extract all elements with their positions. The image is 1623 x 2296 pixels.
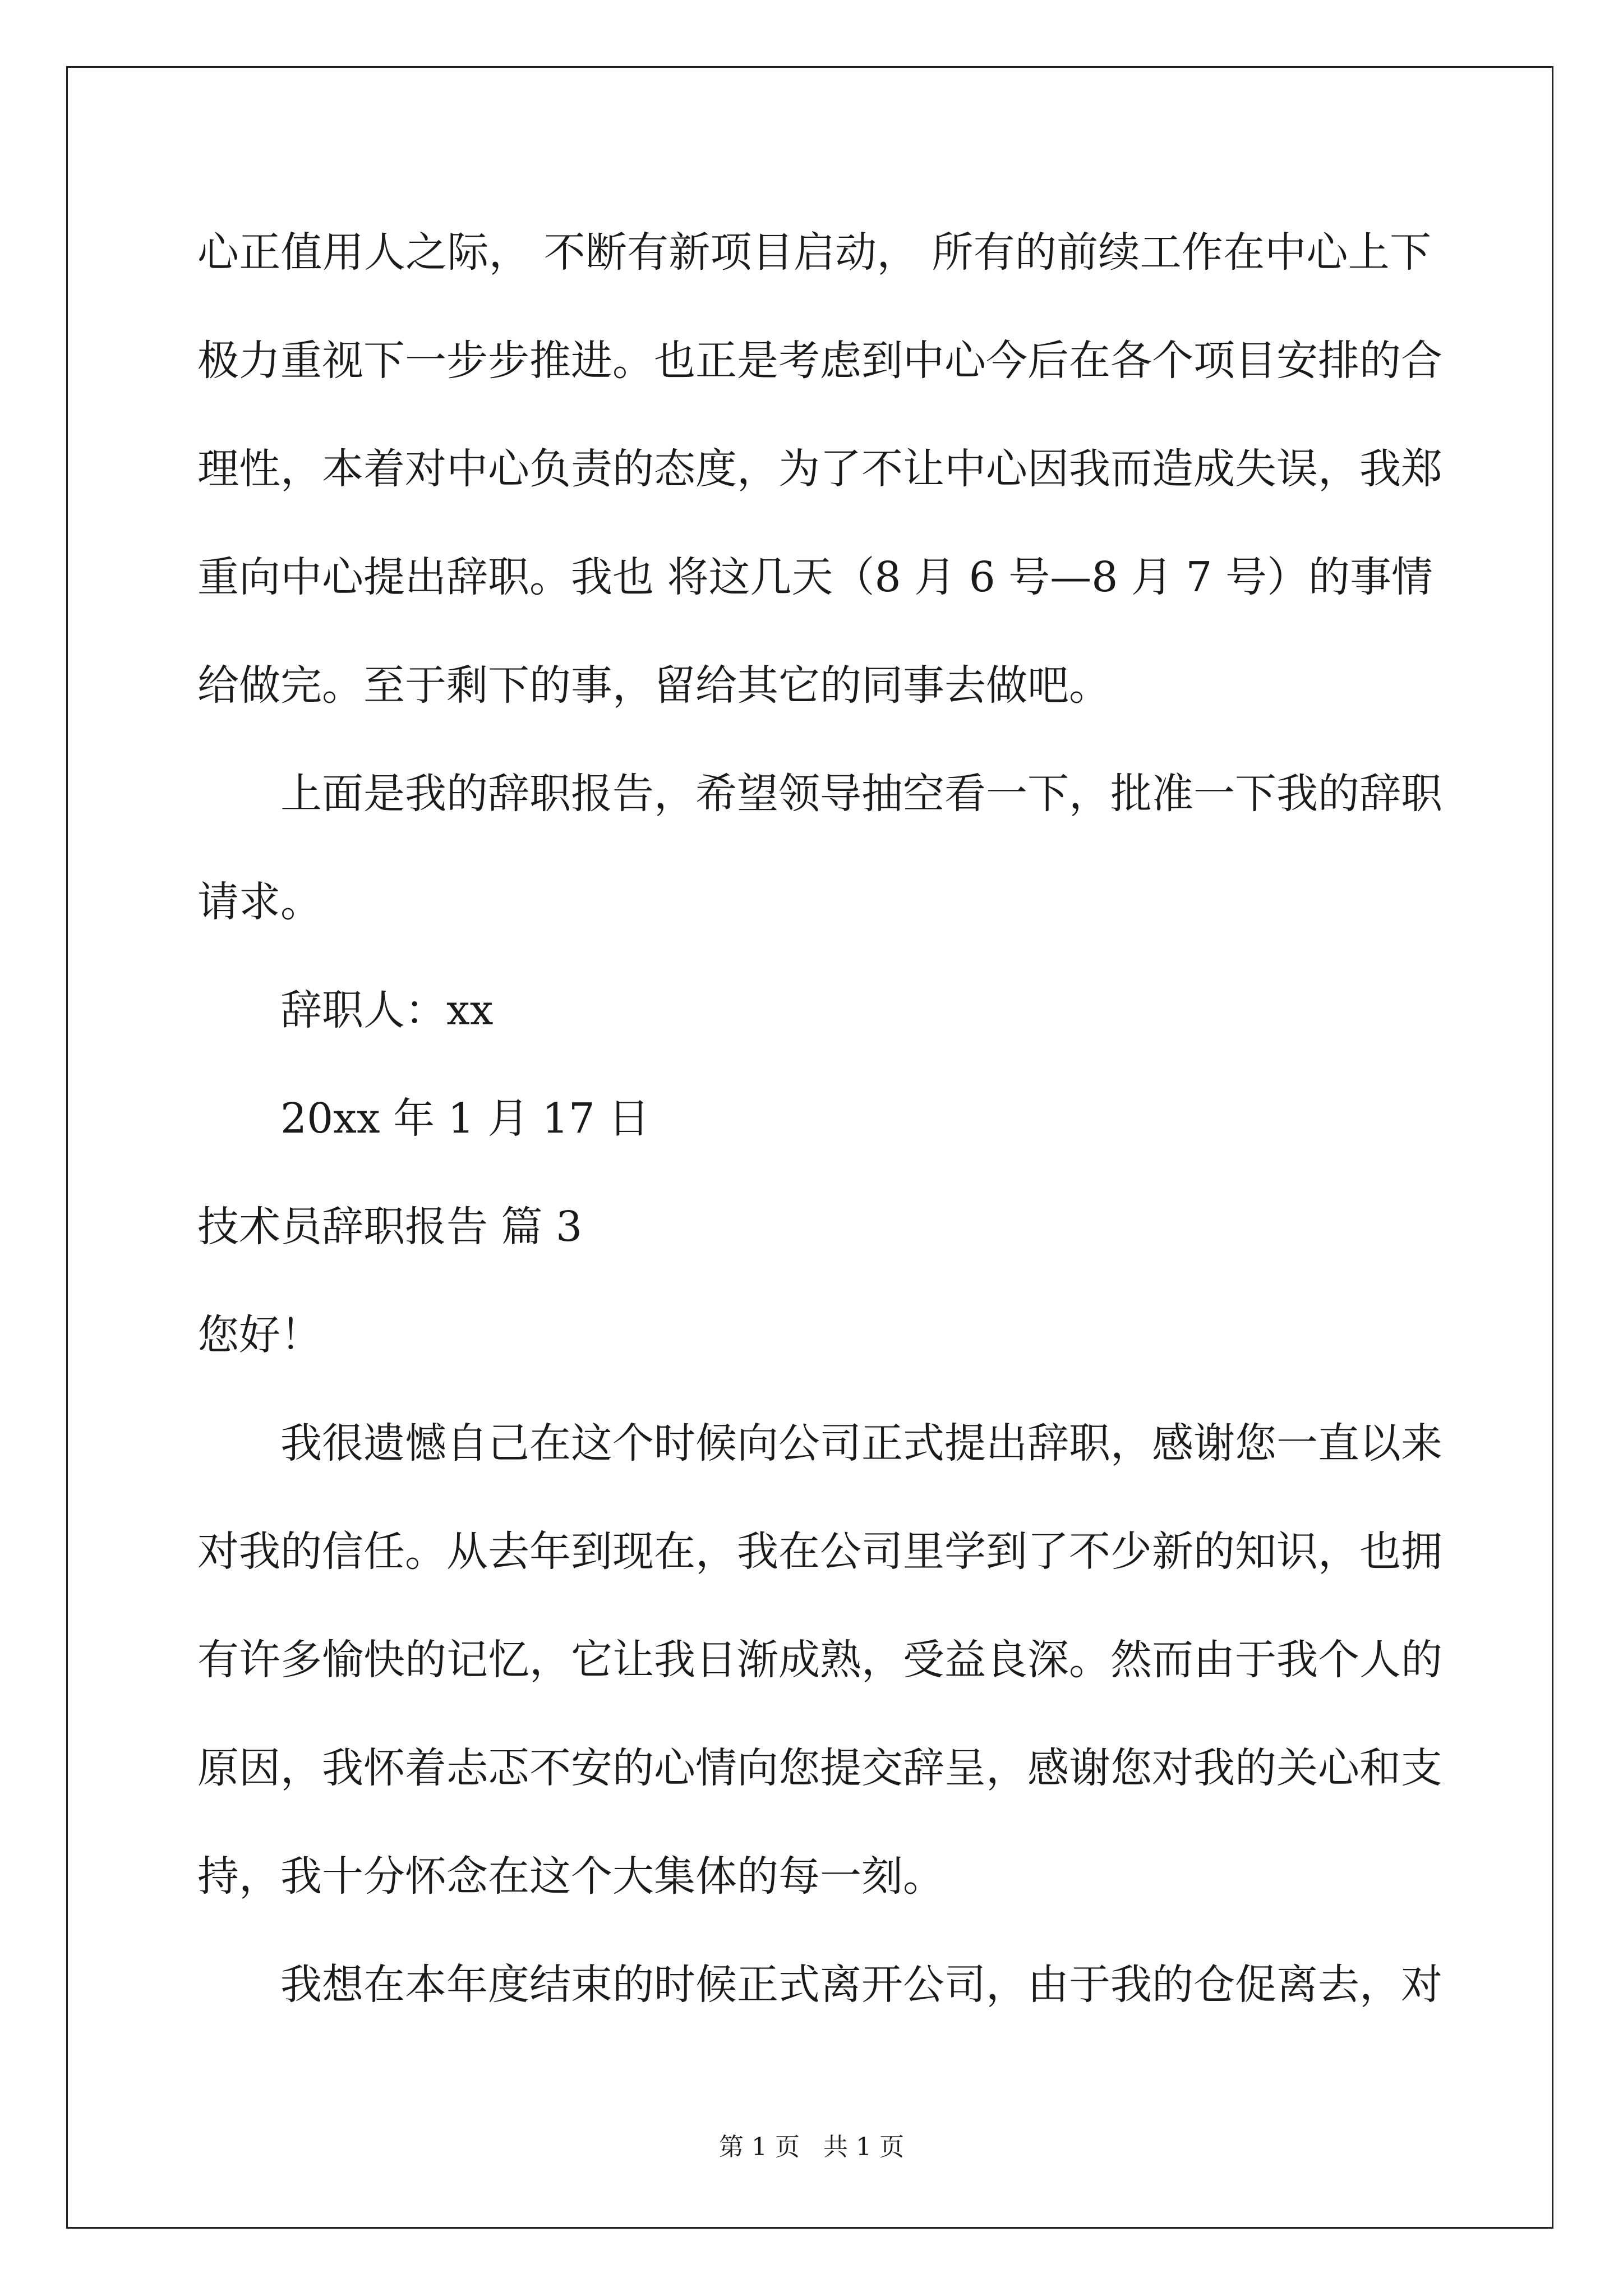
section-heading: 技术员辞职报告 篇 3 <box>197 1203 583 1251</box>
signature-line: 辞职人：xx <box>280 986 494 1034</box>
text-line: 原因，我怀着忐忑不安的心情向您提交辞呈，感谢您对我的关心和支 <box>197 1744 1442 1792</box>
text-line: 有许多愉快的记忆，它让我日渐成熟，受益良深。然而由于我个人的 <box>197 1636 1442 1684</box>
text-line: 心正值用人之际， 不断有新项目启动， 所有的前续工作在中心上下 <box>197 228 1431 277</box>
salutation: 您好！ <box>197 1311 322 1359</box>
text-line: 理性，本着对中心负责的态度，为了不让中心因我而造成失误，我郑 <box>197 445 1442 493</box>
paragraph-first-line: 上面是我的辞职报告，希望领导抽空看一下，批准一下我的辞职 <box>280 770 1442 818</box>
text-line: 给做完。至于剩下的事，留给其它的同事去做吧。 <box>197 661 1110 710</box>
paragraph-first-line: 我很遗憾自己在这个时候向公司正式提出辞职，感谢您一直以来 <box>280 1419 1442 1467</box>
text-line: 重向中心提出辞职。我也 将这几天（8 月 6 号—8 月 7 号）的事情 <box>197 553 1433 601</box>
text-line: 持，我十分怀念在这个大集体的每一刻。 <box>197 1852 944 1901</box>
text-line: 对我的信任。从去年到现在，我在公司里学到了不少新的知识，也拥 <box>197 1527 1442 1576</box>
page-footer: 第 1 页 共 1 页 <box>719 2133 904 2161</box>
paragraph-first-line: 我想在本年度结束的时候正式离开公司，由于我的仓促离去，对 <box>280 1961 1442 2009</box>
text-line: 极力重视下一步步推进。也正是考虑到中心今后在各个项目安排的合 <box>197 337 1442 385</box>
date-line: 20xx 年 1 月 17 日 <box>280 1094 650 1143</box>
text-line: 请求。 <box>197 878 322 926</box>
